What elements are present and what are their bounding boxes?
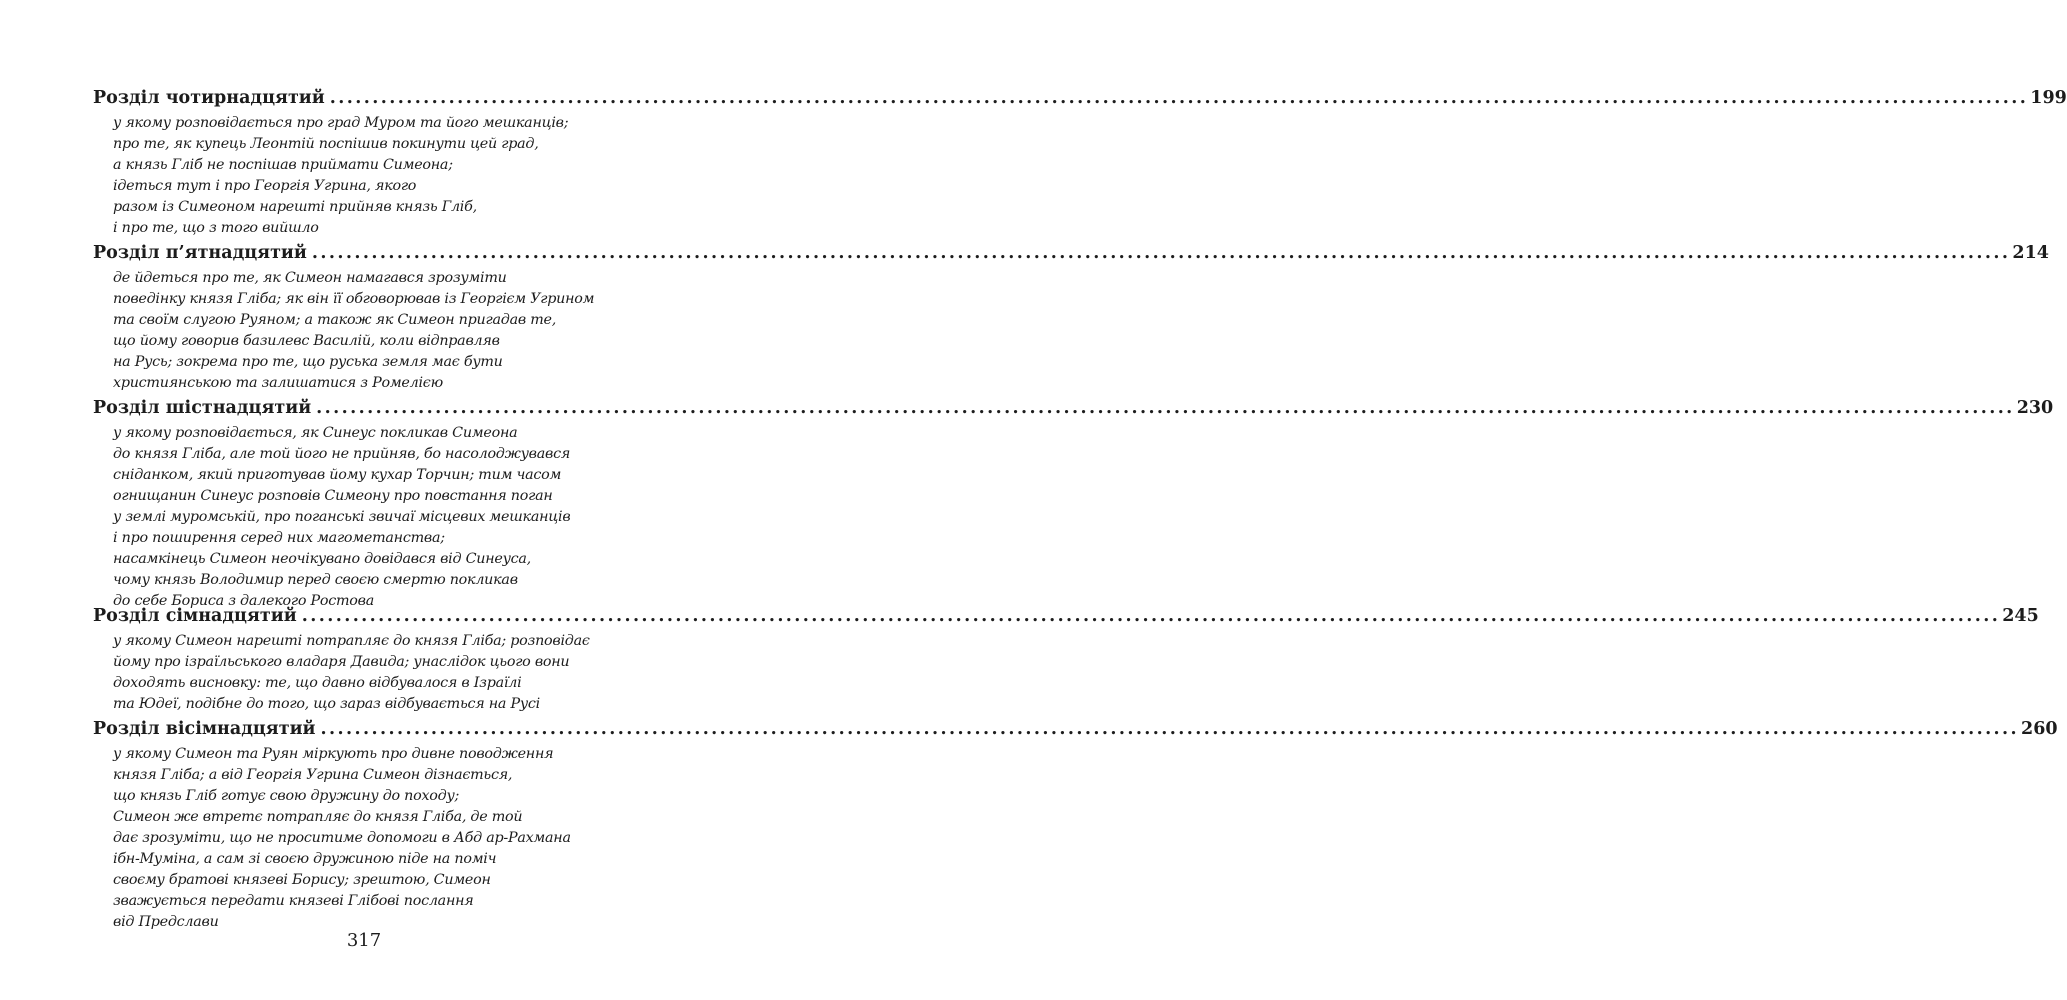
summary-line: разом із Симеоном нарешті прийняв князь Гліб, bbox=[113, 199, 477, 215]
summary-line: зважується передати князеві Глібові послання bbox=[113, 893, 474, 909]
chapter-title: Розділ вісімнадцятий bbox=[93, 719, 316, 739]
chapter-title: Розділ чотирнадцятий bbox=[93, 88, 325, 108]
summary-line: і про поширення серед них магометанства; bbox=[113, 530, 445, 546]
dot-leader: ........................................................................................................................................................................................................ bbox=[311, 243, 2011, 263]
chapter-title: Розділ шістнадцятий bbox=[93, 398, 312, 418]
toc-entry-heading bbox=[93, 601, 2039, 631]
page-number: 317 bbox=[346, 930, 382, 951]
summary-line: чому князь Володимир перед своєю смертю покликав bbox=[113, 572, 518, 588]
chapter-summary bbox=[93, 631, 590, 715]
toc-entry bbox=[93, 714, 2058, 933]
summary-line: до себе Бориса з далекого Ростова bbox=[113, 593, 374, 609]
summary-line: у якому розповідається, як Синеус покликав Симеона bbox=[113, 425, 518, 441]
summary-line: дає зрозуміти, що не проситиме допомоги в Абд ар-Рахмана bbox=[113, 830, 571, 846]
toc-entry bbox=[93, 83, 2067, 239]
summary-line: до князя Гліба, але той його не прийняв, бо насолоджувався bbox=[113, 446, 571, 462]
toc-entry-heading bbox=[93, 238, 2049, 268]
dot-leader: ........................................................................................................................................................................................................ bbox=[316, 398, 2015, 418]
toc-entry-heading bbox=[93, 83, 2067, 113]
summary-line: що князь Гліб готує свою дружину до походу; bbox=[113, 788, 460, 804]
chapter-page-number: 245 bbox=[2002, 606, 2039, 626]
toc-entry bbox=[93, 393, 2054, 612]
summary-line: де йдеться про те, як Симеон намагався зрозуміти bbox=[113, 270, 507, 286]
summary-line: у якому Симеон та Руян міркують про дивне поводження bbox=[113, 746, 554, 762]
toc-entry-heading bbox=[93, 393, 2054, 423]
summary-line: Симеон же втретє потрапляє до князя Гліба, де той bbox=[113, 809, 523, 825]
summary-line: своєму братові князеві Борису; зрештою, Симеон bbox=[113, 872, 491, 888]
chapter-title: Розділ сімнадцятий bbox=[93, 606, 297, 626]
summary-line: що йому говорив базилевс Василій, коли відправляв bbox=[113, 333, 500, 349]
summary-line: і про те, що з того вийшло bbox=[113, 220, 319, 236]
summary-line: поведінку князя Гліба; як він її обговорював із Георгієм Угрином bbox=[113, 291, 595, 307]
summary-line: у якому Симеон нарешті потрапляє до князя Гліба; розповідає bbox=[113, 633, 590, 649]
chapter-summary bbox=[93, 113, 590, 239]
summary-line: насамкінець Симеон неочікувано довідався від Синеуса, bbox=[113, 551, 531, 567]
summary-line: сніданком, який приготував йому кухар Торчин; тим часом bbox=[113, 467, 562, 483]
toc-entry bbox=[93, 238, 2049, 394]
summary-line: доходять висновку: те, що давно відбувалося в Ізраїлі bbox=[113, 675, 522, 691]
chapter-page-number: 260 bbox=[2021, 719, 2058, 739]
summary-line: у землі муромській, про поганські звичаї місцевих мешканців bbox=[113, 509, 571, 525]
summary-line: у якому розповідається про град Муром та його мешканців; bbox=[113, 115, 569, 131]
summary-line: огнищанин Синеус розповів Симеону про повстання поган bbox=[113, 488, 553, 504]
summary-line: на Русь; зокрема про те, що руська земля має бути bbox=[113, 354, 503, 370]
toc-entry-heading bbox=[93, 714, 2058, 744]
chapter-summary bbox=[93, 423, 590, 612]
chapter-summary bbox=[93, 268, 595, 394]
summary-line: від Предслави bbox=[113, 914, 219, 930]
summary-line: християнською та залишатися з Ромелією bbox=[113, 375, 443, 391]
chapter-summary bbox=[93, 744, 590, 933]
summary-line: ідеться тут і про Георгія Угрина, якого bbox=[113, 178, 417, 194]
summary-line: та своїм слугою Руяном; а також як Симеон пригадав те, bbox=[113, 312, 557, 328]
chapter-page-number: 199 bbox=[2030, 88, 2067, 108]
toc-entry bbox=[93, 601, 2039, 715]
summary-line: ібн-Муміна, а сам зі своєю дружиною піде на поміч bbox=[113, 851, 497, 867]
summary-line: а князь Гліб не поспішав приймати Симеона; bbox=[113, 157, 453, 173]
chapter-page-number: 214 bbox=[2012, 243, 2049, 263]
summary-line: про те, як купець Леонтій поспішив покинути цей град, bbox=[113, 136, 539, 152]
chapter-title: Розділ п’ятнадцятий bbox=[93, 243, 307, 263]
dot-leader: ........................................................................................................................................................................................................ bbox=[329, 88, 2029, 108]
chapter-page-number: 230 bbox=[2016, 398, 2054, 418]
summary-line: йому про ізраїльського владаря Давида; унаслідок цього вони bbox=[113, 654, 570, 670]
summary-line: та Юдеї, подібне до того, що зараз відбувається на Русі bbox=[113, 696, 540, 712]
dot-leader: ........................................................................................................................................................................................................ bbox=[320, 719, 2020, 739]
summary-line: князя Гліба; а від Георгія Угрина Симеон дізнається, bbox=[113, 767, 513, 783]
dot-leader: ........................................................................................................................................................................................................ bbox=[301, 606, 2001, 626]
